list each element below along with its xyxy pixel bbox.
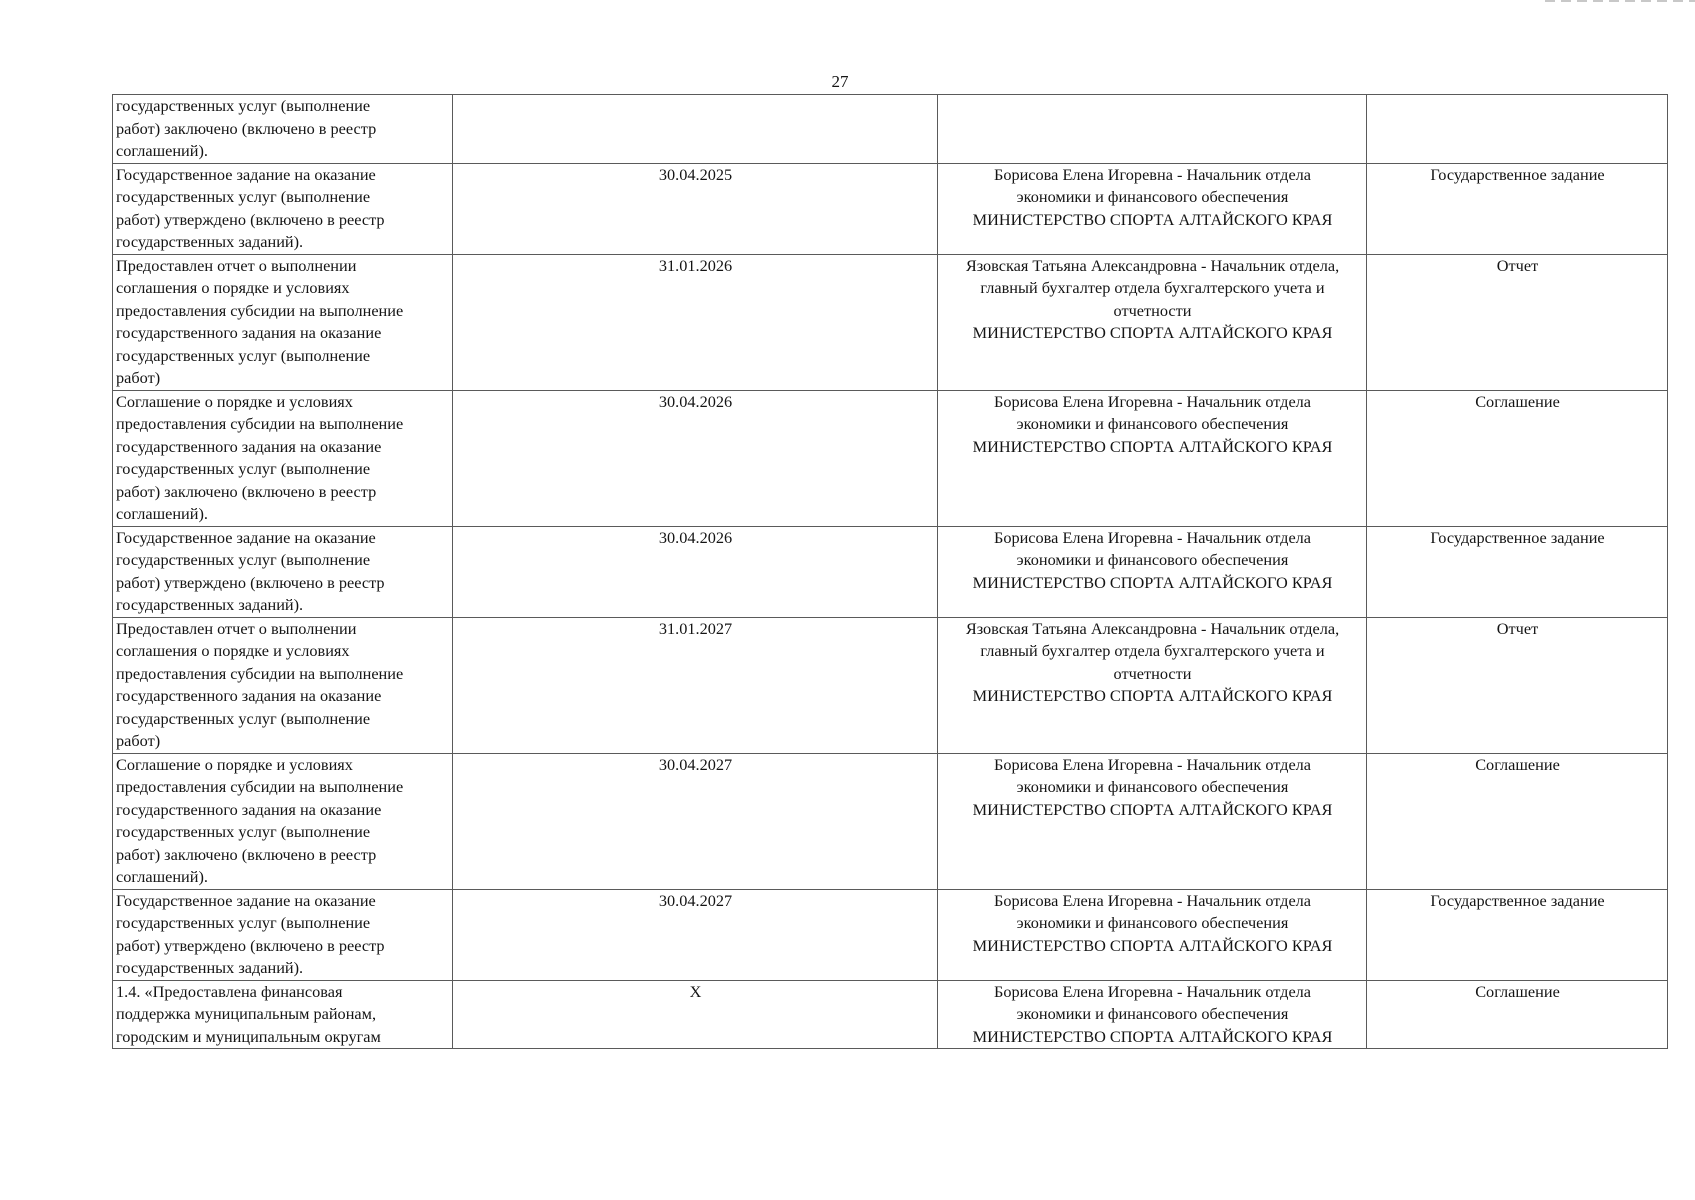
date-cell [453, 254, 938, 390]
event-text-line: Государственное задание на оказание [116, 164, 376, 184]
responsible-text-line: экономики и финансового обеспечения [1016, 414, 1289, 433]
document-cell [1367, 617, 1668, 753]
document-type: Отчет [1496, 618, 1539, 638]
responsible-cell [938, 889, 1367, 980]
responsible-cell [938, 95, 1367, 164]
date-cell [453, 163, 938, 254]
event-text-line: государственных заданий). [116, 232, 304, 251]
date-value: 31.01.2027 [658, 618, 733, 638]
date-cell [453, 889, 938, 980]
event-text-line: соглашения о порядке и условиях [116, 278, 350, 297]
event-cell [113, 980, 453, 1049]
event-cell [113, 526, 453, 617]
responsible-text-line: Борисова Елена Игоревна - Начальник отдела [993, 164, 1312, 184]
event-text-line: работ) [116, 368, 161, 387]
responsible-text-line: МИНИСТЕРСТВО СПОРТА АЛТАЙСКОГО КРАЯ [972, 1026, 1333, 1046]
event-cell [113, 753, 453, 889]
event-text-line: государственных заданий). [116, 595, 304, 614]
responsible-text-line: экономики и финансового обеспечения [1016, 187, 1289, 206]
responsible-text-line: экономики и финансового обеспечения [1016, 913, 1289, 932]
date-value: 30.04.2025 [658, 164, 733, 184]
responsible-cell [938, 390, 1367, 526]
table-row [113, 980, 1668, 1049]
date-value: 31.01.2026 [658, 255, 733, 275]
event-text-line: поддержка муниципальным районам, [116, 1004, 377, 1023]
responsible-cell [938, 526, 1367, 617]
document-cell [1367, 889, 1668, 980]
event-text-line: государственных услуг (выполнение [116, 459, 371, 478]
document-cell [1367, 95, 1668, 164]
responsible-text-line: главный бухгалтер отдела бухгалтерского учета и [980, 641, 1325, 660]
date-value: X [689, 981, 702, 1001]
date-cell [453, 526, 938, 617]
event-text-line: работ) [116, 731, 161, 750]
event-text-line: Государственное задание на оказание [116, 890, 376, 910]
date-value: 30.04.2027 [658, 754, 733, 774]
event-text-line: городским и муниципальным округам [116, 1026, 381, 1046]
table-body [113, 95, 1668, 1049]
table-row [113, 390, 1668, 526]
event-text-line: государственных услуг (выполнение [116, 550, 371, 569]
event-text-line: государственных услуг (выполнение [116, 187, 371, 206]
document-cell [1367, 526, 1668, 617]
event-text-line: Соглашение о порядке и условиях [116, 391, 353, 411]
document-type: Соглашение [1475, 754, 1560, 774]
table-row [113, 95, 1668, 164]
responsible-text-line: МИНИСТЕРСТВО СПОРТА АЛТАЙСКОГО КРАЯ [972, 436, 1333, 456]
event-text-line: соглашений). [116, 141, 208, 160]
event-text-line: предоставления субсидии на выполнение [116, 414, 404, 433]
event-text-line: государственных услуг (выполнение [116, 96, 371, 115]
responsible-text-line: отчетности [1113, 663, 1192, 683]
responsible-cell [938, 617, 1367, 753]
document-type: Государственное задание [1430, 890, 1605, 910]
event-text-line: соглашений). [116, 867, 208, 886]
document-type: Соглашение [1475, 981, 1560, 1001]
responsible-text-line: Борисова Елена Игоревна - Начальник отдела [993, 981, 1312, 1001]
event-text-line: предоставления субсидии на выполнение [116, 300, 404, 320]
event-text-line: работ) заключено (включено в реестр [116, 844, 377, 864]
date-cell [453, 95, 938, 164]
event-text-line: предоставления субсидии на выполнение [116, 663, 404, 683]
responsible-text-line: экономики и финансового обеспечения [1016, 777, 1289, 796]
document-type: Соглашение [1475, 391, 1560, 411]
date-cell [453, 390, 938, 526]
document-cell [1367, 390, 1668, 526]
responsible-text-line: МИНИСТЕРСТВО СПОРТА АЛТАЙСКОГО КРАЯ [972, 686, 1333, 705]
responsible-cell [938, 753, 1367, 889]
scan-edge-mark [1545, 0, 1695, 2]
responsible-text-line: МИНИСТЕРСТВО СПОРТА АЛТАЙСКОГО КРАЯ [972, 209, 1333, 229]
table-row [113, 163, 1668, 254]
date-cell [453, 753, 938, 889]
event-text-line: государственных услуг (выполнение [116, 913, 371, 932]
event-text-line: государственного задания на оказание [116, 436, 382, 456]
event-cell [113, 617, 453, 753]
responsible-cell [938, 163, 1367, 254]
responsible-text-line: МИНИСТЕРСТВО СПОРТА АЛТАЙСКОГО КРАЯ [972, 323, 1333, 342]
document-type: Государственное задание [1430, 527, 1605, 547]
event-text-line: Соглашение о порядке и условиях [116, 754, 353, 774]
table-row [113, 526, 1668, 617]
event-text-line: государственных услуг (выполнение [116, 822, 371, 841]
date-value: 30.04.2027 [658, 890, 733, 910]
responsible-text-line: МИНИСТЕРСТВО СПОРТА АЛТАЙСКОГО КРАЯ [972, 572, 1333, 592]
event-text-line: предоставления субсидии на выполнение [116, 777, 404, 796]
page-number: 27 [831, 72, 849, 91]
responsible-text-line: Борисова Елена Игоревна - Начальник отдела [993, 754, 1312, 774]
document-cell [1367, 163, 1668, 254]
date-value: 30.04.2026 [658, 527, 733, 547]
table-row [113, 254, 1668, 390]
document-type: Государственное задание [1430, 164, 1605, 184]
table-row [113, 753, 1668, 889]
responsible-text-line: Борисова Елена Игоревна - Начальник отдела [993, 890, 1312, 910]
date-value: 30.04.2026 [658, 391, 733, 411]
event-text-line: государственных заданий). [116, 958, 304, 977]
event-text-line: работ) заключено (включено в реестр [116, 118, 377, 138]
event-cell [113, 889, 453, 980]
event-text-line: государственного задания на оказание [116, 323, 382, 342]
document-cell [1367, 980, 1668, 1049]
event-text-line: работ) утверждено (включено в реестр [116, 935, 385, 955]
event-text-line: работ) утверждено (включено в реестр [116, 572, 385, 592]
responsible-text-line: Борисова Елена Игоревна - Начальник отдела [993, 391, 1312, 411]
event-cell [113, 95, 453, 164]
event-cell [113, 163, 453, 254]
responsible-text-line: Язовская Татьяна Александровна - Начальник отдела, [965, 255, 1340, 275]
responsible-text-line: экономики и финансового обеспечения [1016, 550, 1289, 569]
event-text-line: Предоставлен отчет о выполнении [116, 255, 357, 275]
event-text-line: соглашений). [116, 504, 208, 523]
event-text-line: государственных услуг (выполнение [116, 708, 371, 728]
event-text-line: государственных услуг (выполнение [116, 345, 371, 365]
event-text-line: Государственное задание на оказание [116, 527, 376, 547]
document-cell [1367, 753, 1668, 889]
event-cell [113, 254, 453, 390]
document-type: Отчет [1496, 255, 1539, 275]
responsible-text-line: МИНИСТЕРСТВО СПОРТА АЛТАЙСКОГО КРАЯ [972, 935, 1333, 955]
table-row [113, 889, 1668, 980]
date-cell [453, 980, 938, 1049]
responsible-text-line: экономики и финансового обеспечения [1016, 1004, 1289, 1023]
table-row [113, 617, 1668, 753]
event-text-line: Предоставлен отчет о выполнении [116, 618, 357, 638]
event-text-line: государственного задания на оказание [116, 686, 382, 705]
responsible-text-line: отчетности [1113, 300, 1192, 320]
control-points-table [112, 94, 1668, 1049]
responsible-cell [938, 254, 1367, 390]
date-cell [453, 617, 938, 753]
responsible-text-line: главный бухгалтер отдела бухгалтерского учета и [980, 278, 1325, 297]
event-text-line: работ) утверждено (включено в реестр [116, 209, 385, 229]
document-cell [1367, 254, 1668, 390]
event-text-line: государственного задания на оказание [116, 799, 382, 819]
responsible-text-line: МИНИСТЕРСТВО СПОРТА АЛТАЙСКОГО КРАЯ [972, 799, 1333, 819]
event-text-line: соглашения о порядке и условиях [116, 641, 350, 660]
event-text-line: работ) заключено (включено в реестр [116, 481, 377, 501]
responsible-text-line: Язовская Татьяна Александровна - Начальник отдела, [965, 618, 1340, 638]
event-text-line: 1.4. «Предоставлена финансовая [116, 981, 343, 1001]
event-cell [113, 390, 453, 526]
responsible-text-line: Борисова Елена Игоревна - Начальник отдела [993, 527, 1312, 547]
responsible-cell [938, 980, 1367, 1049]
